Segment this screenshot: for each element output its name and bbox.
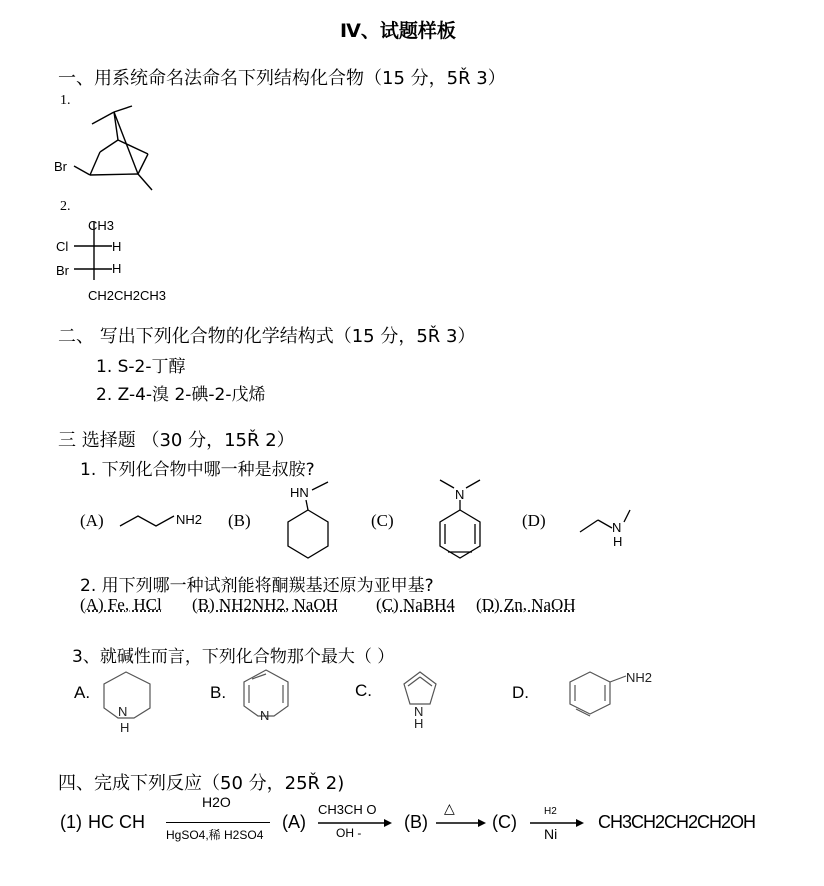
h-label-qa: H — [120, 720, 130, 735]
h-label-d: H — [613, 534, 623, 549]
q1-text: 1. 下列化合物中哪一种是叔胺? — [80, 460, 315, 480]
fischer-r1: H — [112, 239, 122, 254]
q2-option-a: (A) Fe, HCl — [80, 595, 162, 614]
q1-option-a: (A) — [80, 511, 104, 530]
cond2-top: CH3CH O — [318, 802, 377, 817]
intermediate-c: (C) — [492, 812, 517, 832]
q3-option-c: C. — [355, 681, 372, 700]
q3-option-d: D. — [512, 683, 529, 702]
n-label-qc: N — [414, 704, 424, 719]
fischer-top: CH3 — [88, 218, 115, 233]
q3-option-b: B. — [210, 683, 227, 702]
q3-option-a: A. — [74, 683, 91, 702]
reaction-start: HC CH — [88, 812, 145, 832]
arrow-1 — [166, 822, 270, 823]
q1-option-d: (D) — [522, 511, 546, 530]
arrow-3 — [436, 818, 486, 828]
q1-structure-a — [118, 506, 218, 534]
reaction-number: (1) — [60, 812, 82, 832]
h-label-qc: H — [414, 716, 424, 730]
fischer-r2: H — [112, 261, 122, 276]
q1-option-c: (C) — [371, 511, 394, 530]
section2-item-2: 2. Z-4-溴 2-碘-2-戊烯 — [96, 385, 266, 405]
cond1-bottom: HgSO4,稀 H2SO4 — [166, 828, 264, 842]
q3-structure-c-pyrrole — [398, 666, 442, 730]
q1-option-b: (B) — [228, 511, 251, 530]
item2-number: 2. — [60, 199, 71, 214]
br-label: Br — [54, 159, 67, 174]
cond2-bottom: OH - — [336, 826, 362, 840]
n-label-qa: N — [118, 704, 128, 719]
q1-structure-d — [576, 502, 640, 552]
q2-option-d: (D) Zn, NaOH — [476, 595, 576, 614]
section2-heading: 二、 写出下列化合物的化学结构式（15 分，5Ř 3） — [58, 326, 476, 347]
q3-structure-b-pyridine — [240, 664, 296, 726]
structure-1-bicyclic — [52, 100, 172, 200]
section1-heading: 一、用系统命名法命名下列结构化合物（15 分，5Ř 3） — [58, 68, 506, 89]
n-label-qb: N — [260, 708, 270, 723]
nh2-label: NH2 — [176, 512, 203, 527]
q3-structure-d-aniline — [560, 664, 670, 724]
item1-number: 1. — [60, 93, 71, 108]
q1-structure-b — [278, 480, 348, 568]
q2-option-c: (C) NaBH4 — [376, 595, 455, 614]
q3-structure-a-piperidine — [100, 664, 156, 736]
fischer-l1: Cl — [56, 239, 69, 254]
reaction-product: CH3CH2CH2CH2OH — [598, 812, 756, 832]
q2-option-b: (B) NH2NH2, NaOH — [192, 595, 338, 614]
cond1-top: H2O — [202, 794, 231, 810]
cond4-bottom: Ni — [544, 826, 558, 842]
nh2-label-qd: NH2 — [626, 670, 653, 685]
n-label-c: N — [455, 487, 465, 502]
q1-structure-c — [428, 476, 494, 560]
section2-item-1: 1. S-2-丁醇 — [96, 357, 186, 377]
section3-heading: 三 选择题 （30 分，15Ř 2） — [58, 430, 295, 451]
q3-text: 3、就碱性而言，下列化合物那个最大（ ） — [72, 647, 395, 667]
fischer-bottom: CH2CH2CH3 — [88, 288, 167, 303]
q2-text: 2. 用下列哪一种试剂能将酮羰基还原为亚甲基? — [80, 576, 434, 596]
fischer-l2: Br — [56, 263, 69, 278]
intermediate-a: (A) — [282, 812, 306, 832]
intermediate-b: (B) — [404, 812, 428, 832]
section4-heading: 四、完成下列反应（50 分，25Ř 2) — [58, 773, 345, 794]
n-label-d: N — [612, 520, 622, 535]
hn-label: HN — [290, 485, 309, 500]
structure-2-fischer — [52, 214, 192, 308]
page-title: Ⅳ、试题样板 — [340, 20, 456, 42]
cond4-top: H2 — [544, 806, 557, 817]
cond3-top: △ — [444, 800, 455, 816]
